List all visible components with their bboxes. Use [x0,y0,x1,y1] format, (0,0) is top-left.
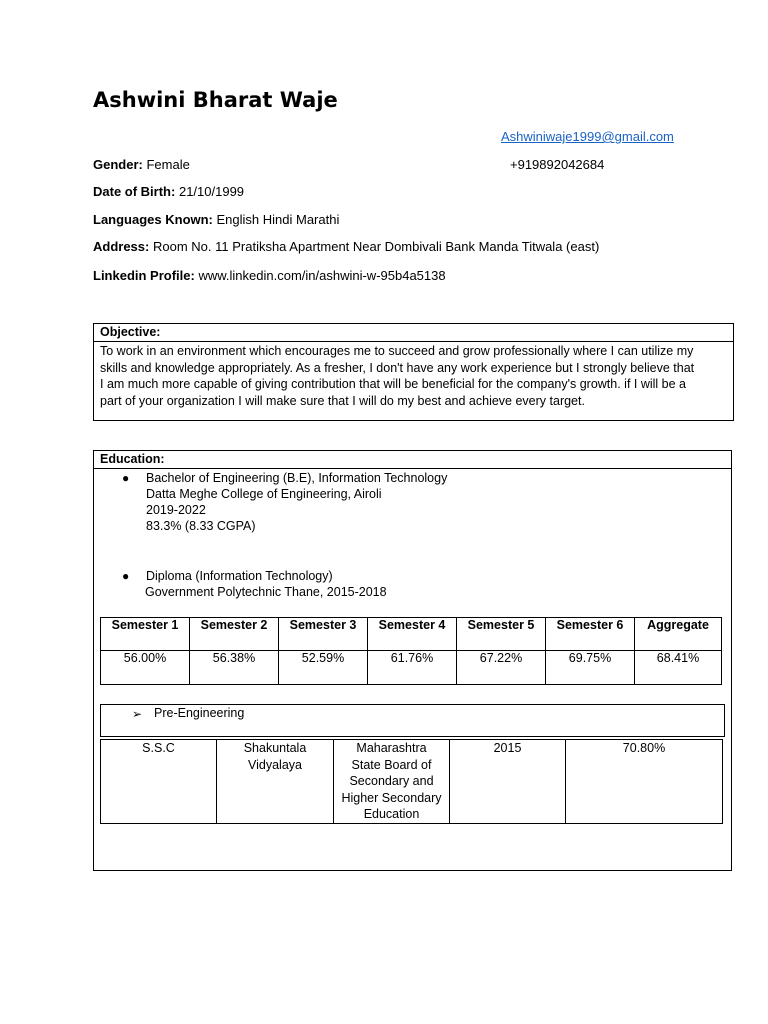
table-cell [217,740,334,824]
languages-value: English Hindi Marathi [216,212,340,227]
objective-line: To work in an environment which encourages me to succeed and grow professionally where I can utilize my [100,344,694,358]
board-line: Secondary and [349,774,434,788]
dob-value: 21/10/1999 [178,184,245,199]
board-line: Education [363,807,420,821]
table-cell [566,740,723,824]
semester-value-row [101,651,722,685]
pre-engineering-label: Pre-Engineering [154,706,245,720]
degree-block [146,470,447,534]
bullet-icon: ● [122,569,130,583]
linkedin-label: Linkedin Profile: [93,268,195,283]
gender-value: Female [146,157,190,172]
address-value: Room No. 11 Pratiksha Apartment Near Dombivali Bank Manda Titwala (east) [152,239,600,254]
email-link[interactable]: Ashwiniwaje1999@gmail.com [501,129,674,144]
table-cell: S.S.C [101,740,217,824]
dob-label: Date of Birth: [93,184,176,199]
school-line: Shakuntala [243,741,307,755]
objective-line: skills and knowledge appropriately. As a fresher, I don't have any work experience but I strongly believe that [100,360,695,375]
ssc-score: 70.80% [622,741,666,755]
objective-line: part of your organization I will make sure that I will do my best and achieve every target. [100,393,585,408]
languages-label: Languages Known: [93,212,213,227]
table-cell: 56.00% [101,651,190,685]
degree-college: Datta Meghe College of Engineering, Airoli [146,487,382,501]
table-header-cell: Semester 3 [279,618,368,651]
semester-header-row [101,618,722,651]
objective-heading: Objective: [94,324,733,342]
table-cell: 67.22% [457,651,546,685]
page-title: Ashwini Bharat Waje [93,88,338,112]
arrow-bullet-icon: ➢ [132,707,143,721]
linkedin-line [93,268,446,283]
degree-score: 83.3% (8.33 CGPA) [146,519,256,533]
degree-title: Bachelor of Engineering (B.E), Information Technology [146,471,448,485]
bullet-icon: ● [122,471,130,485]
board-line: Higher Secondary [341,790,442,805]
table-header-cell: Semester 5 [457,618,546,651]
address-line [93,239,599,254]
school-line: Vidyalaya [248,757,302,772]
table-cell: 68.41% [635,651,722,685]
table-cell: 69.75% [546,651,635,685]
objective-line: I am much more capable of giving contribution that will be beneficial for the company's growth. if I will be a [100,377,687,391]
address-label: Address: [93,239,150,254]
linkedin-value[interactable]: www.linkedin.com/in/ashwini-w-95b4a5138 [198,268,446,283]
objective-box [93,323,734,421]
table-cell: 2015 [450,740,566,824]
languages-line [93,212,339,227]
board-line: Maharashtra [356,741,427,755]
gender-label: Gender: [93,157,143,172]
semester-table [100,617,722,685]
table-cell: 56.38% [190,651,279,685]
table-header-cell: Semester 2 [190,618,279,651]
table-cell: 61.76% [368,651,457,685]
table-row [101,740,723,824]
table-header-cell: Semester 6 [546,618,635,651]
pre-engineering-box [100,704,725,737]
diploma-title: Diploma (Information Technology) [146,569,333,583]
table-header-cell: Semester 1 [101,618,190,651]
table-cell [334,740,450,824]
table-header-cell: Aggregate [635,618,722,651]
ssc-table [100,739,723,824]
table-cell: 52.59% [279,651,368,685]
diploma-block [146,568,333,584]
degree-years: 2019-2022 [146,503,206,517]
objective-text [94,342,733,410]
education-heading: Education: [94,451,731,469]
gender-line [93,157,190,172]
table-header-cell: Semester 4 [368,618,457,651]
phone-number: +919892042684 [510,157,605,172]
dob-line [93,184,244,199]
diploma-college: Government Polytechnic Thane, 2015-2018 [145,585,387,599]
board-line: State Board of [351,757,432,772]
